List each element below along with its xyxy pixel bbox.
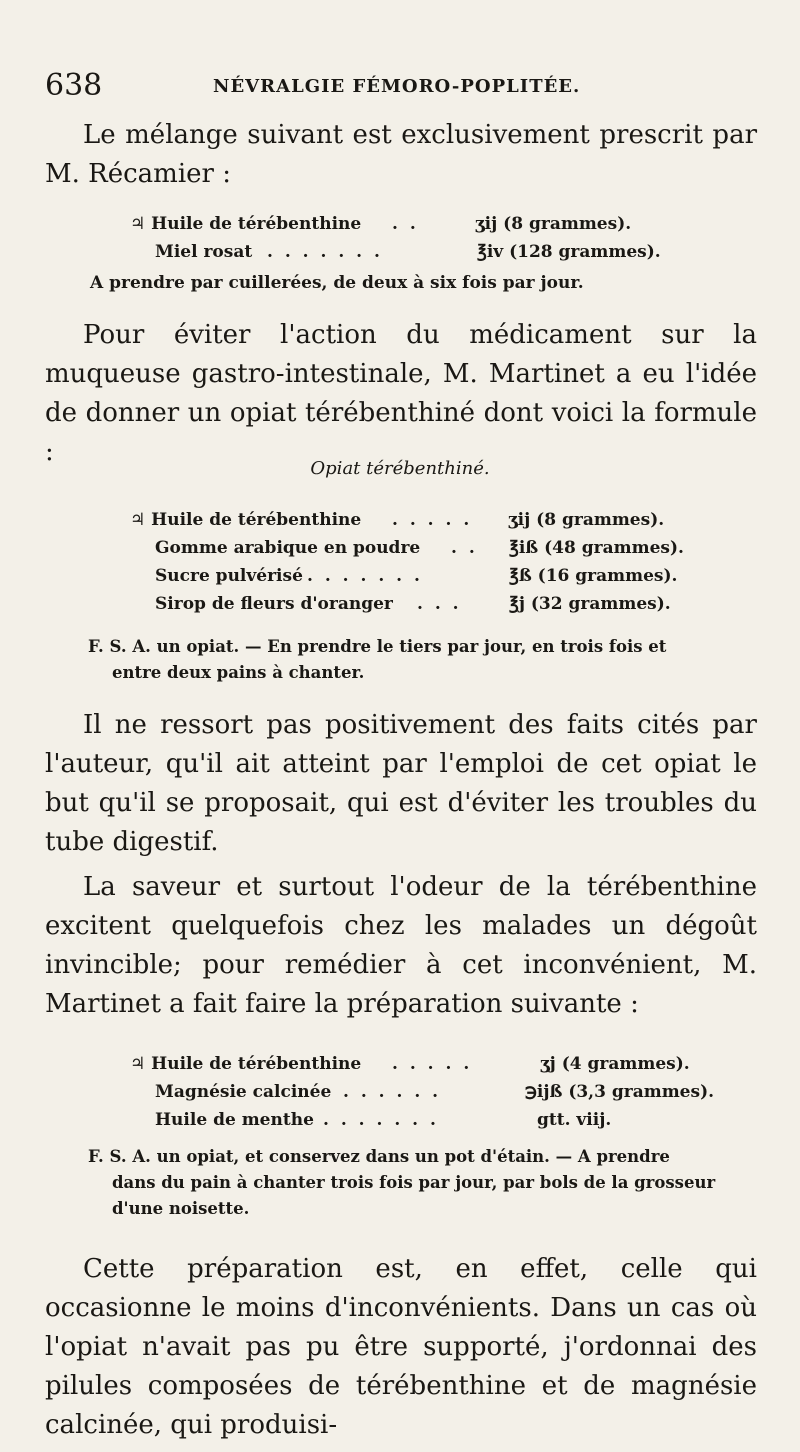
formula1-ingredient: Miel rosat <box>155 242 253 262</box>
running-title: NÉVRALGIE FÉMORO-POPLITÉE. <box>213 76 581 97</box>
formula3-note-line-3: d'une noisette. <box>112 1199 250 1218</box>
paragraph-3: Il ne ressort pas positivement des faits cités par l'auteur, qu'il ait atteint par l'emploi de cet opiat le but qu'il se proposait, qui est d'éviter les troubles du tube digestif. <box>45 710 757 857</box>
formula1-instruction: A prendre par cuillerées, de deux à six fois par jour. <box>90 273 584 293</box>
formula3-ingredient: Magnésie calcinée <box>155 1082 332 1102</box>
formula2-leader: . . . <box>417 594 462 614</box>
formula2-quantity: ʒij (8 grammes). <box>508 510 665 530</box>
formula2-ingredient: Gomme arabique en poudre <box>155 538 421 558</box>
formula2-ingredient: ♃ Huile de térébenthine <box>130 510 362 530</box>
formula3-leader: . . . . . . <box>343 1082 442 1102</box>
formula2-row-3 <box>155 566 755 592</box>
formula3-leader: . . . . . <box>392 1054 473 1074</box>
formula2-leader: . . . . . . . <box>307 566 423 586</box>
formula3-note-line-2: dans du pain à chanter trois fois par jour, par bols de la grosseur <box>112 1173 716 1192</box>
formula2-quantity: ℥ß (16 grammes). <box>509 566 678 586</box>
formula1-leader: . . <box>392 214 419 234</box>
formula2-leader: . . <box>451 538 478 558</box>
formula3-note-line-1: F. S. A. un opiat, et conservez dans un pot d'étain. — A prendre <box>88 1147 670 1166</box>
formula3-row-2 <box>155 1082 765 1108</box>
formula3-row-1 <box>130 1054 760 1080</box>
formula2-ingredient: Sucre pulvérisé <box>155 566 303 586</box>
formula2-note <box>88 634 768 686</box>
paragraph-4: La saveur et surtout l'odeur de la térébenthine excitent quelquefois chez les malades un dégoût invincible; pour remédier à cet inconvénient, M. Martinet a fait faire la préparation suivante : <box>45 872 757 1019</box>
formula3-quantity: ʒj (4 grammes). <box>540 1054 690 1074</box>
formula2-row-2 <box>155 538 755 564</box>
paragraph-5: Cette préparation est, en effet, celle qui occasionne le moins d'inconvénients. Dans un cas où l'opiat n'avait pas pu être supporté, j'ordonnai des pilules composées de térébenthine et de magnésie calcinée, qui produisi- <box>45 1254 757 1440</box>
paragraph-2: Pour éviter l'action du médicament sur la muqueuse gastro-intestinale, M. Martinet a eu l'idée de donner un opiat térébenthiné dont voici la formule : <box>45 320 757 467</box>
formula1-ingredient: ♃ Huile de térébenthine <box>130 214 362 234</box>
formula3-note <box>88 1144 778 1222</box>
formula2-quantity: ℥j (32 grammes). <box>509 594 671 614</box>
formula1-leader: . . . . . . . <box>267 242 383 262</box>
formula3-leader: . . . . . . . <box>323 1110 439 1130</box>
formula2-row-4 <box>155 594 755 620</box>
formula2-quantity: ℥iß (48 grammes). <box>509 538 684 558</box>
page-header <box>45 68 765 108</box>
formula3-quantity: gtt. viij. <box>537 1110 612 1130</box>
page-number: 638 <box>45 68 103 103</box>
formula1-quantity: ʒij (8 grammes). <box>475 214 632 234</box>
formula2-note-line-1: F. S. A. un opiat. — En prendre le tiers par jour, en trois fois et <box>88 637 667 656</box>
formula2-leader: . . . . . <box>392 510 473 530</box>
formula2-ingredient: Sirop de fleurs d'oranger <box>155 594 393 614</box>
formula3-quantity: ℈ijß (3,3 grammes). <box>525 1082 715 1102</box>
paragraph-1: Le mélange suivant est exclusivement prescrit par M. Récamier : <box>45 120 757 189</box>
formula3-ingredient: ♃ Huile de térébenthine <box>130 1054 362 1074</box>
formula2-title: Opiat térébenthiné. <box>310 458 490 479</box>
formula2-row-1 <box>130 510 750 536</box>
formula1-row-2 <box>155 242 755 268</box>
formula3-row-3 <box>155 1110 765 1136</box>
formula1-quantity: ℥iv (128 grammes). <box>477 242 661 262</box>
formula3-ingredient: Huile de menthe <box>155 1110 314 1130</box>
formula2-note-line-2: entre deux pains à chanter. <box>112 663 365 682</box>
formula1-row-1 <box>130 214 750 240</box>
